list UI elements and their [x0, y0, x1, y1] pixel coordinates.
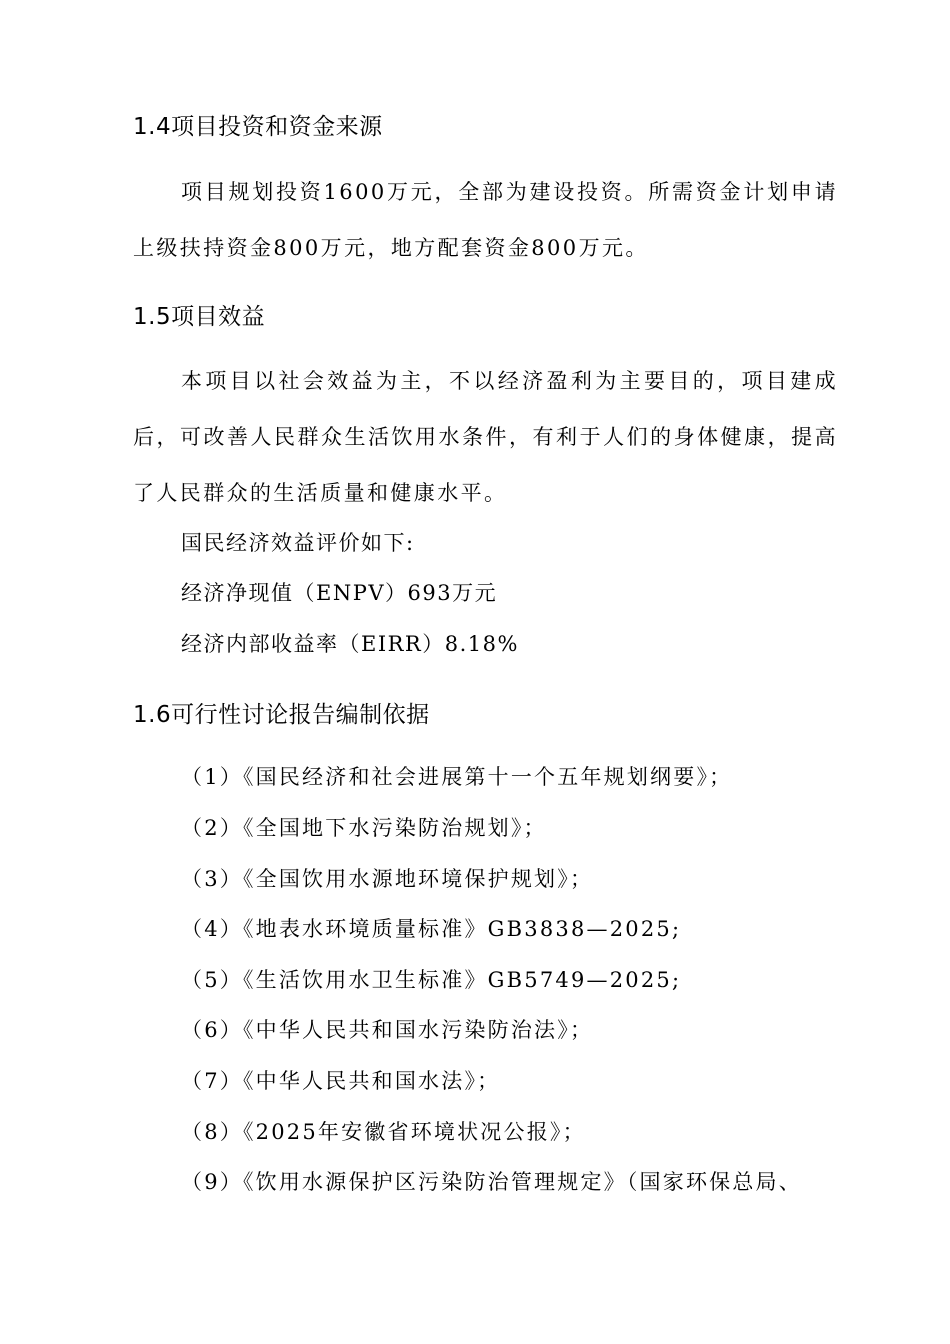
section-heading-investment: 1.4项目投资和资金来源: [133, 114, 383, 140]
evaluation-intro: 国民经济效益评价如下:: [181, 531, 415, 555]
reference-item: （7）《中华人民共和国水法》；: [181, 1069, 501, 1093]
reference-item: （9）《饮用水源保护区污染防治管理规定》（国家环保总局、: [181, 1170, 802, 1194]
reference-item: （8）《2025年安徽省环境状况公报》；: [181, 1120, 586, 1144]
section-heading-basis: 1.6可行性讨论报告编制依据: [133, 702, 430, 728]
benefits-paragraph: 本项目以社会效益为主，不以经济盈利为主要目的，项目建成后，可改善人民群众生活饮用水条件，有利于人们的身体健康，提高了人民群众的生活质量和健康水平。: [133, 369, 838, 505]
section-heading-benefits: 1.5项目效益: [133, 304, 266, 330]
reference-item: （3）《全国饮用水源地环境保护规划》；: [181, 867, 594, 891]
reference-item: （2）《全国地下水污染防治规划》；: [181, 816, 547, 840]
investment-paragraph: 项目规划投资1600万元，全部为建设投资。所需资金计划申请上级扶持资金800万元，地方配套资金800万元。: [133, 180, 838, 260]
eirr-line: 经济内部收益率（EIRR）8.18%: [181, 632, 519, 656]
reference-item: （1）《国民经济和社会进展第十一个五年规划纲要》；: [181, 765, 733, 789]
reference-item: （5）《生活饮用水卫生标准》GB5749—2025;: [181, 968, 682, 992]
reference-item: （6）《中华人民共和国水污染防治法》；: [181, 1018, 594, 1042]
reference-item: （4）《地表水环境质量标准》GB3838—2025;: [181, 917, 682, 941]
enpv-line: 经济净现值（ENPV）693万元: [181, 581, 498, 605]
